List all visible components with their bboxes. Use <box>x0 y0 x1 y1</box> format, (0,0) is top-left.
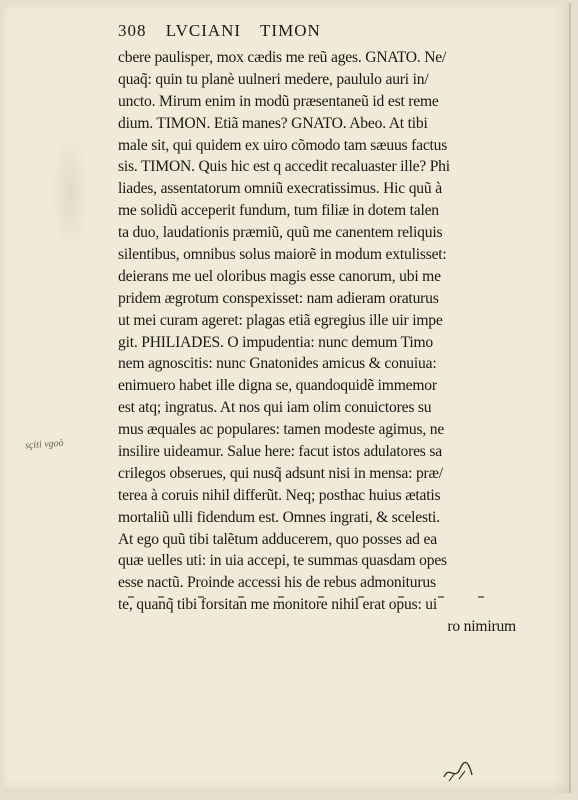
text-line: git. PHILIADES. O impudentia: nunc demum Timo <box>118 333 434 351</box>
text-line: At ego quũ tibi talẽtum adducerem, quo posses ad ea <box>118 530 437 548</box>
printed-dash-rule <box>128 591 528 603</box>
paper-stain <box>51 133 89 253</box>
text-line: uncto. Mirum enim in modũ præsentaneũ id est reme <box>118 92 439 110</box>
page-number: 308 <box>118 21 147 40</box>
text-line: quaq̃: quin tu planè uulneri medere, paululo auri in/ <box>118 70 429 88</box>
text-line: sis. TIMON. Quis hic est q accedit recaluaster ille? Phi <box>118 158 450 176</box>
text-line: ta duo, laudationis præmiũ, quũ me canentem reliquis <box>118 224 443 242</box>
text-line: quæ uelles uti: in uia accepi, te summas quasdam opes <box>118 552 447 570</box>
text-line: mortaliũ ulli fidendum est. Omnes ingrati, & scelesti. <box>118 508 440 526</box>
text-line: liades, assentatorum omniũ execratissimus. Hic quũ à <box>118 180 442 198</box>
ink-doodle-icon <box>441 759 475 785</box>
text-line: cbere paulisper, mox cædis me reũ ages. GNATO. Ne/ <box>118 49 447 66</box>
text-line: enimuero habet ille digna se, quandoquidẽ immemor <box>118 377 437 395</box>
text-line: esse nactũ. Proinde accessi his de rebus admoniturus <box>118 574 436 592</box>
book-title: LVCIANI <box>165 21 242 40</box>
text-line: dium. TIMON. Etiã manes? GNATO. Abeo. At tibi <box>118 114 428 132</box>
text-line: nem agnoscitis: nunc Gnatonides amicus & conuiua: <box>118 355 437 373</box>
text-line: te, quanq̃ tibi forsitan me monitore nihil erat opus: ui <box>118 596 438 614</box>
text-line: ut mei curam ageret: plagas etiã egregius ille uir impe <box>118 311 443 329</box>
text-line: deierans me uel oloribus magis esse canorum, ubi me <box>118 267 441 285</box>
text-line: pridem ægrotum conspexisset: nam adieram oraturus <box>118 289 439 307</box>
text-line: insilire uideamur. Salue here: facut istos adulatores sa <box>118 443 442 461</box>
text-line: me solidũ acceperit fundum, tum filiæ in dotem talen <box>118 202 439 220</box>
text-line: crilegos obserues, qui nusq̃ adsunt nisi in mensa: præ/ <box>118 464 443 482</box>
text-line: silentibus, omnibus solus maiorẽ in modum extulisset: <box>118 246 447 264</box>
catchword-line: ro nimirum <box>447 618 516 636</box>
body-text <box>118 47 528 638</box>
section-title: TIMON <box>260 21 321 40</box>
running-head <box>118 21 335 41</box>
handwritten-margin-note: sçiti vgoò <box>24 437 64 452</box>
text-line: terea à coruis nihil differũt. Neq; posthac huius ætatis <box>118 486 441 504</box>
text-line: est atq; ingratus. At nos qui iam olim conuictores su <box>118 399 432 417</box>
book-page <box>3 3 571 793</box>
text-line: mus æquales ac populares: tamen modeste agimus, ne <box>118 421 445 439</box>
text-line: male sit, qui quidem ex uiro cõmodo tam sæuus factus <box>118 136 448 154</box>
